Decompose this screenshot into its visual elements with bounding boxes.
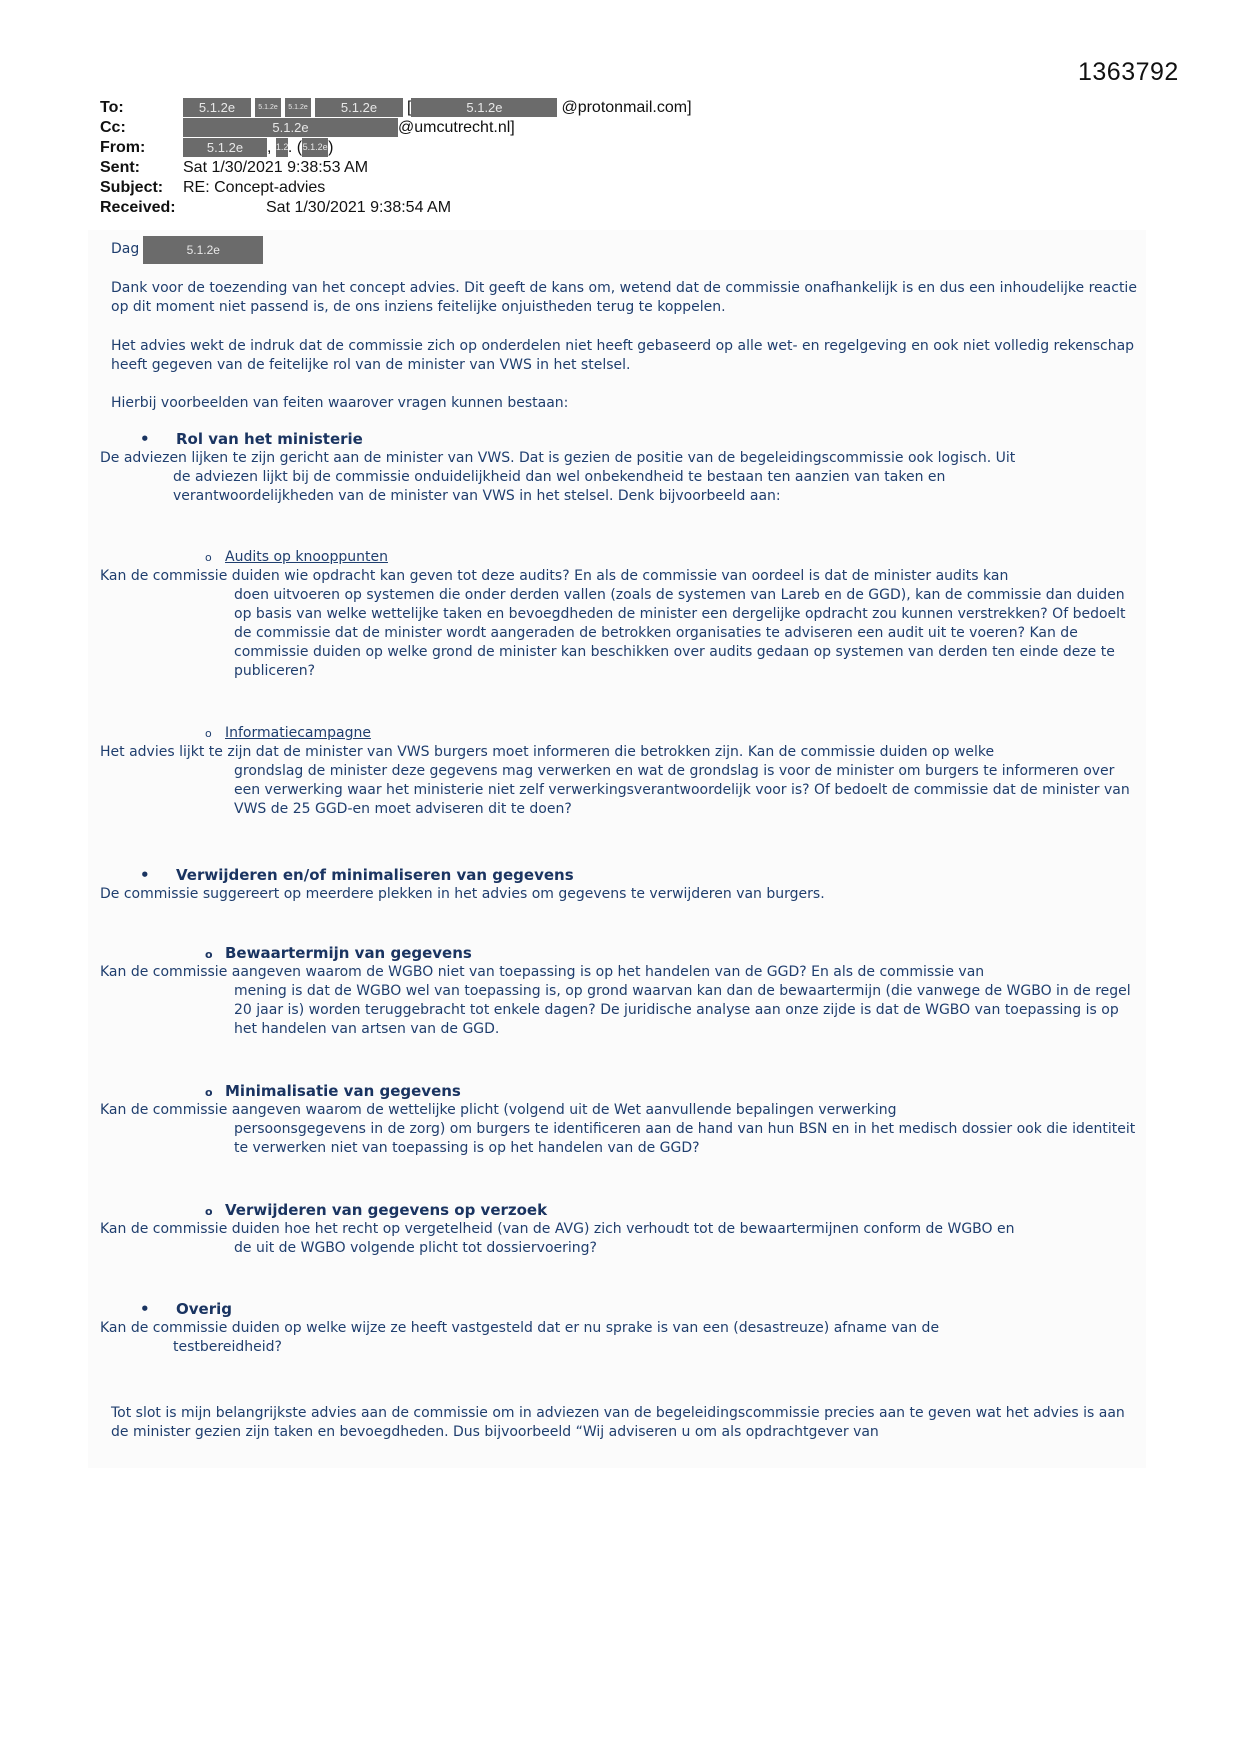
heading-text: Bewaartermijn van gegevens	[225, 944, 472, 962]
redaction-block: 5.1.2e	[315, 98, 403, 117]
heading-text: Verwijderen van gegevens op verzoek	[225, 1201, 548, 1219]
paragraph-closing: Tot slot is mijn belangrijkste advies aan de commissie om in adviezen van de begeleidingscommissie precies aan te geven wat het advies is aan de minister gezien zijn taken en bevoegdheden. Dus bijvoorbeeld “Wij adviseren u om als opdrachtgever van	[111, 1405, 1125, 1440]
subsection-heading-minimalisatie	[205, 1082, 461, 1102]
message-body-panel	[88, 230, 1146, 1468]
section-text-verwijderen	[100, 885, 1140, 904]
heading-text: Verwijderen en/of minimaliseren van gegevens	[176, 866, 574, 884]
text-continued: testbereidheid?	[173, 1339, 282, 1355]
subsection-heading-bewaartermijn	[205, 944, 472, 964]
heading-text: Minimalisatie van gegevens	[225, 1082, 461, 1100]
text-line: Kan de commissie duiden hoe het recht op vergetelheid (van de AVG) zich verhoudt tot de bewaartermijnen conform de WGBO en	[100, 1221, 1015, 1237]
circle-bullet-icon: o	[205, 551, 212, 564]
subject-label: Subject:	[100, 179, 164, 196]
sent-value: Sat 1/30/2021 9:38:53 AM	[183, 159, 369, 176]
redaction-block: 1.2	[276, 138, 288, 157]
text-continued: de uit de WGBO volgende plicht tot dossiervoering?	[234, 1240, 597, 1256]
heading-text: Overig	[176, 1300, 232, 1318]
redaction-block: 5.1.2e	[302, 138, 328, 157]
cc-value	[183, 118, 515, 138]
text-line: Kan de commissie duiden wie opdracht kan geven tot deze audits? En als de commissie van oordeel is dat de minister audits kan	[100, 568, 1009, 584]
from-paren-open: . (	[287, 139, 303, 156]
subsection-text-verwijderen-op-verzoek	[100, 1220, 1140, 1258]
redaction-block: 5.1.2e	[183, 138, 267, 157]
circle-bullet-icon: o	[205, 948, 213, 961]
text-continued: grondslag de minister deze gegevens mag verwerken en wat de grondslag is voor de minister om burgers te informeren over een verwerking waar het ministerie niet zelf verwerkingsverantwoordelijk voor is? Of bedoelt de commissie dat de minister van VWS de 25 GGD-en moet adviseren dit te doen?	[234, 763, 1130, 817]
to-label: To:	[100, 99, 124, 116]
paragraph-intro: Dank voor de toezending van het concept advies. Dit geeft de kans om, wetend dat de commissie onafhankelijk is en dus een inhoudelijke reactie op dit moment niet passend is, de ons inziens feitelijke onjuistheden terug te koppelen.	[111, 280, 1137, 315]
redaction-block: 5.1.2e	[143, 236, 263, 264]
section-heading-verwijderen	[140, 866, 574, 885]
subsection-text-informatiecampagne	[100, 743, 1140, 819]
to-email-domain: @protonmail.com]	[561, 99, 692, 116]
text-line: De adviezen lijken te zijn gericht aan de minister van VWS. Dat is gezien de positie van de begeleidingscommissie ook logisch. Uit	[100, 450, 1016, 466]
from-label: From:	[100, 139, 146, 156]
bullet-icon: •	[140, 866, 150, 884]
text-continued: de adviezen lijkt bij de commissie onduidelijkheid dan wel onbekendheid te bestaan ten aanzien van taken en verantwoordelijkheden van de minister van VWS in het stelsel. Denk bijvoorbeeld aan:	[173, 469, 946, 504]
subsection-text-minimalisatie	[100, 1101, 1140, 1158]
bullet-icon: •	[140, 1300, 150, 1318]
document-id: 1363792	[1078, 58, 1179, 86]
redaction-block: 5.1.2e	[183, 98, 251, 117]
subsection-heading-informatiecampagne	[205, 724, 371, 743]
circle-bullet-icon: o	[205, 1086, 213, 1099]
circle-bullet-icon: o	[205, 1205, 213, 1218]
section-heading-overig	[140, 1300, 232, 1319]
from-paren-close: )	[328, 139, 334, 156]
text-line: De commissie suggereert op meerdere plekken in het advies om gegevens te verwijderen van burgers.	[100, 886, 825, 902]
subject-value: RE: Concept-advies	[183, 179, 326, 196]
received-label: Received:	[100, 199, 176, 216]
greeting	[111, 240, 267, 264]
heading-text: Informatiecampagne	[225, 725, 371, 741]
subsection-text-bewaartermijn	[100, 963, 1140, 1039]
from-comma: ,	[267, 139, 272, 156]
from-value	[183, 138, 333, 158]
text-line: Kan de commissie aangeven waarom de WGBO niet van toepassing is op het handelen van de GGD? En als de commissie van	[100, 964, 985, 980]
text-continued: mening is dat de WGBO wel van toepassing is, op grond waarvan kan dan de bewaartermijn (die vanwege de WGBO in de regel 20 jaar is) worden teruggebracht tot enkele dagen? De juridische analyse aan onze zijde is dat de WGBO van toepassing is op het handelen van artsen van de GGD.	[234, 983, 1131, 1037]
subsection-heading-audits	[205, 548, 388, 567]
redaction-block: 5.1.2e	[255, 98, 281, 117]
to-bracket: [	[407, 99, 412, 116]
paragraph-indruk: Het advies wekt de indruk dat de commissie zich op onderdelen niet heeft gebaseerd op alle wet- en regelgeving en ook niet volledig rekenschap heeft gegeven van de feitelijke rol van de minister van VWS in het stelsel.	[111, 338, 1135, 373]
subsection-heading-verwijderen-op-verzoek	[205, 1201, 547, 1221]
redaction-block: 5.1.2e	[183, 118, 398, 137]
text-line: Kan de commissie duiden op welke wijze ze heeft vastgesteld dat er nu sprake is van een (desastreuze) afname van de	[100, 1320, 940, 1336]
received-value: Sat 1/30/2021 9:38:54 AM	[266, 199, 452, 216]
greeting-text: Dag	[111, 241, 140, 257]
sent-label: Sent:	[100, 159, 140, 176]
bullet-icon: •	[140, 430, 150, 448]
cc-email-domain: @umcutrecht.nl]	[398, 119, 515, 136]
text-continued: persoonsgegevens in de zorg) om burgers te identificeren aan de hand van hun BSN en in het medisch dossier ook die identiteit te verwerken niet van toepassing is op het handelen van de GGD?	[234, 1121, 1136, 1156]
text-continued: doen uitvoeren op systemen die onder derden vallen (zoals de systemen van Lareb en de GGD), kan de commissie dan duiden op basis van welke wettelijke taken en bevoegdheden de minister een dergelijke opdracht zou kunnen verstrekken? Of bedoelt de commissie dat de minister wordt aangeraden de betrokken organisaties te adviseren een audit uit te voeren? Kan de commissie duiden op welke grond de minister kan beschikken over audits gedaan op systemen van derden ten einde deze te publiceren?	[234, 587, 1126, 679]
section-text-overig	[100, 1319, 1140, 1357]
text-line: Kan de commissie aangeven waarom de wettelijke plicht (volgend uit de Wet aanvullende bepalingen verwerking	[100, 1102, 897, 1118]
circle-bullet-icon: o	[205, 727, 212, 740]
heading-text: Audits op knooppunten	[225, 549, 388, 565]
to-value	[183, 98, 692, 118]
paragraph-voorbeelden: Hierbij voorbeelden van feiten waarover vragen kunnen bestaan:	[111, 395, 569, 411]
redaction-block: 5.1.2e	[411, 98, 557, 117]
section-heading-rol-ministerie	[140, 430, 363, 449]
heading-text: Rol van het ministerie	[176, 430, 363, 448]
redaction-block: 5.1.2e	[285, 98, 311, 117]
cc-label: Cc:	[100, 119, 126, 136]
text-line: Het advies lijkt te zijn dat de minister van VWS burgers moet informeren die betrokken zijn. Kan de commissie duiden op welke	[100, 744, 995, 760]
section-text-rol-ministerie	[100, 449, 1140, 506]
subsection-text-audits	[100, 567, 1140, 681]
